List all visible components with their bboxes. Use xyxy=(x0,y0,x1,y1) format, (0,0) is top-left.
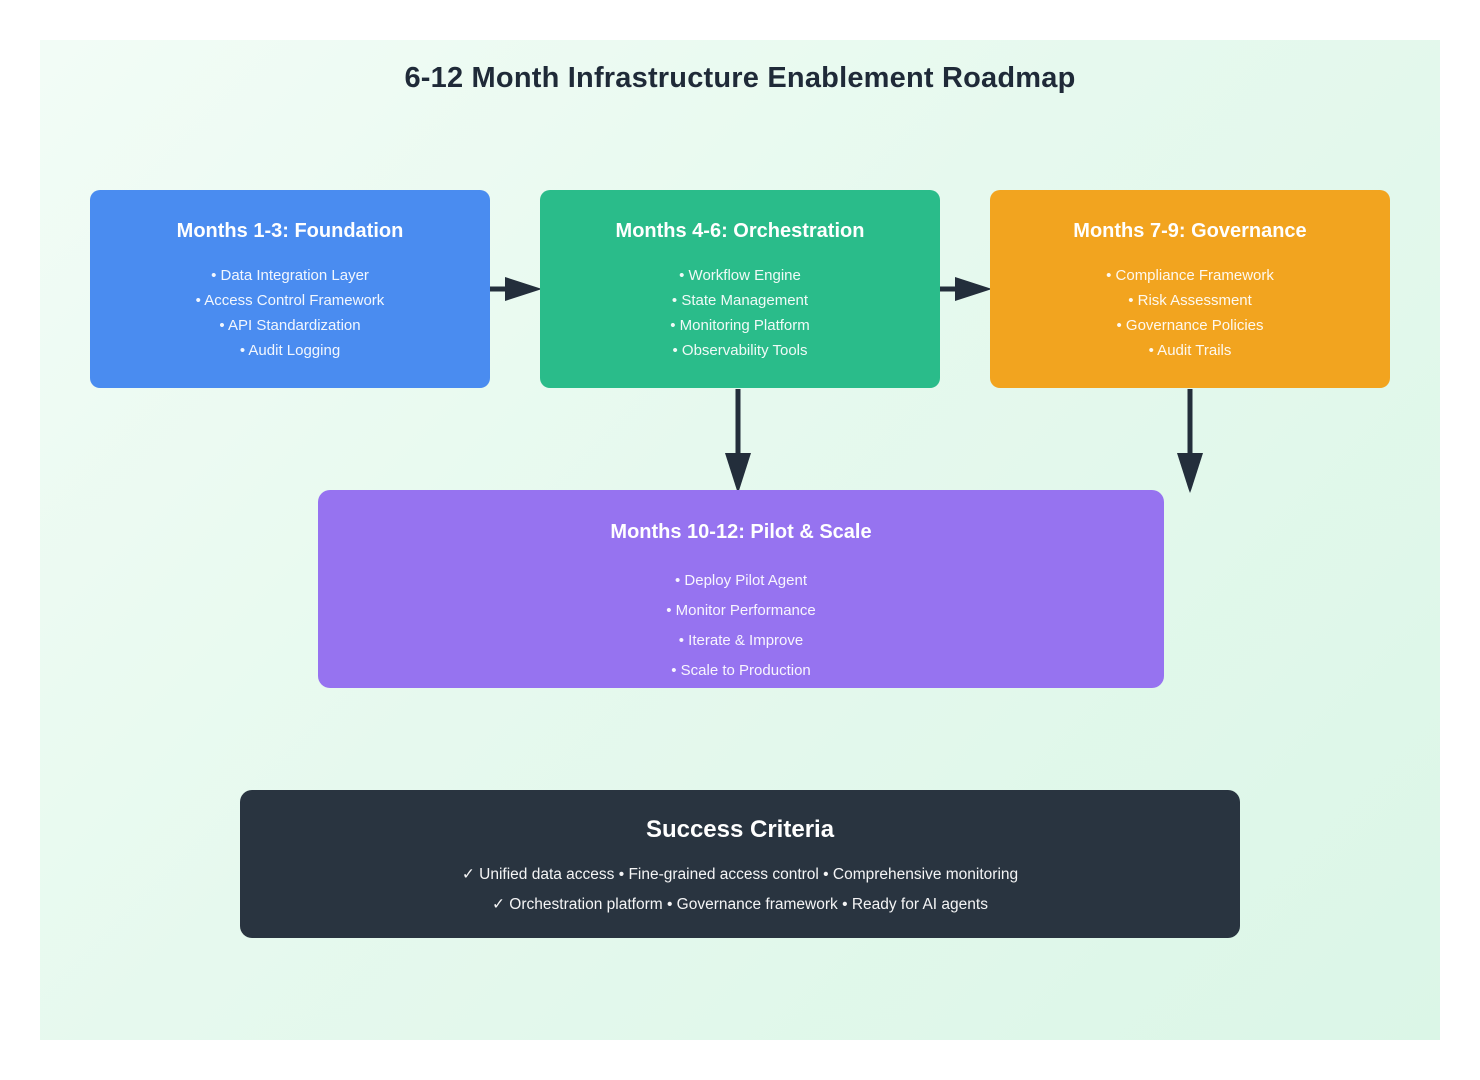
phase-box-governance xyxy=(990,190,1390,388)
phase-item: • API Standardization xyxy=(219,317,361,334)
phase-item: • Audit Trails xyxy=(1148,342,1232,359)
phase-pilot-list xyxy=(318,566,1164,686)
arrow-down-icon xyxy=(1177,389,1203,493)
phase-item: • Observability Tools xyxy=(672,342,808,359)
success-criteria-line: ✓ Unified data access • Fine-grained access control • Comprehensive monitoring xyxy=(461,866,1019,883)
phase-item: • Compliance Framework xyxy=(1106,267,1274,284)
success-criteria-title: Success Criteria xyxy=(645,816,835,843)
phase-orchestration-list xyxy=(540,263,940,363)
phase-item: • State Management xyxy=(671,292,809,309)
phase-item: • Risk Assessment xyxy=(1128,292,1252,309)
success-criteria-box xyxy=(240,790,1240,938)
phase-orchestration-title: Months 4-6: Orchestration xyxy=(615,220,865,242)
phase-item: • Governance Policies xyxy=(1116,317,1264,334)
diagram-title: 6-12 Month Infrastructure Enablement Roadmap xyxy=(404,62,1076,94)
phase-box-pilot-scale xyxy=(318,490,1164,688)
phase-box-foundation xyxy=(90,190,490,388)
roadmap-canvas xyxy=(40,40,1440,1040)
arrow-right-icon xyxy=(940,274,993,304)
phase-item: • Audit Logging xyxy=(239,342,341,359)
phase-governance-list xyxy=(990,263,1390,363)
phase-pilot-title: Months 10-12: Pilot & Scale xyxy=(610,521,872,543)
success-criteria-line: ✓ Orchestration platform • Governance framework • Ready for AI agents xyxy=(492,896,988,913)
phase-item: • Iterate & Improve xyxy=(678,632,804,649)
phase-item: • Monitor Performance xyxy=(666,602,816,619)
phase-item: • Workflow Engine xyxy=(679,267,801,284)
phase-foundation-list xyxy=(90,263,490,363)
phase-item: • Monitoring Platform xyxy=(670,317,810,334)
phase-foundation-title: Months 1-3: Foundation xyxy=(176,220,404,242)
arrow-down-icon xyxy=(725,389,751,493)
success-criteria-lines xyxy=(240,860,1240,920)
phase-box-orchestration xyxy=(540,190,940,388)
phase-governance-title: Months 7-9: Governance xyxy=(1073,220,1307,242)
phase-item: • Deploy Pilot Agent xyxy=(675,572,807,589)
arrow-right-icon xyxy=(490,274,543,304)
phase-item: • Scale to Production xyxy=(671,662,811,679)
phase-item: • Access Control Framework xyxy=(195,292,385,309)
phase-item: • Data Integration Layer xyxy=(211,267,369,284)
